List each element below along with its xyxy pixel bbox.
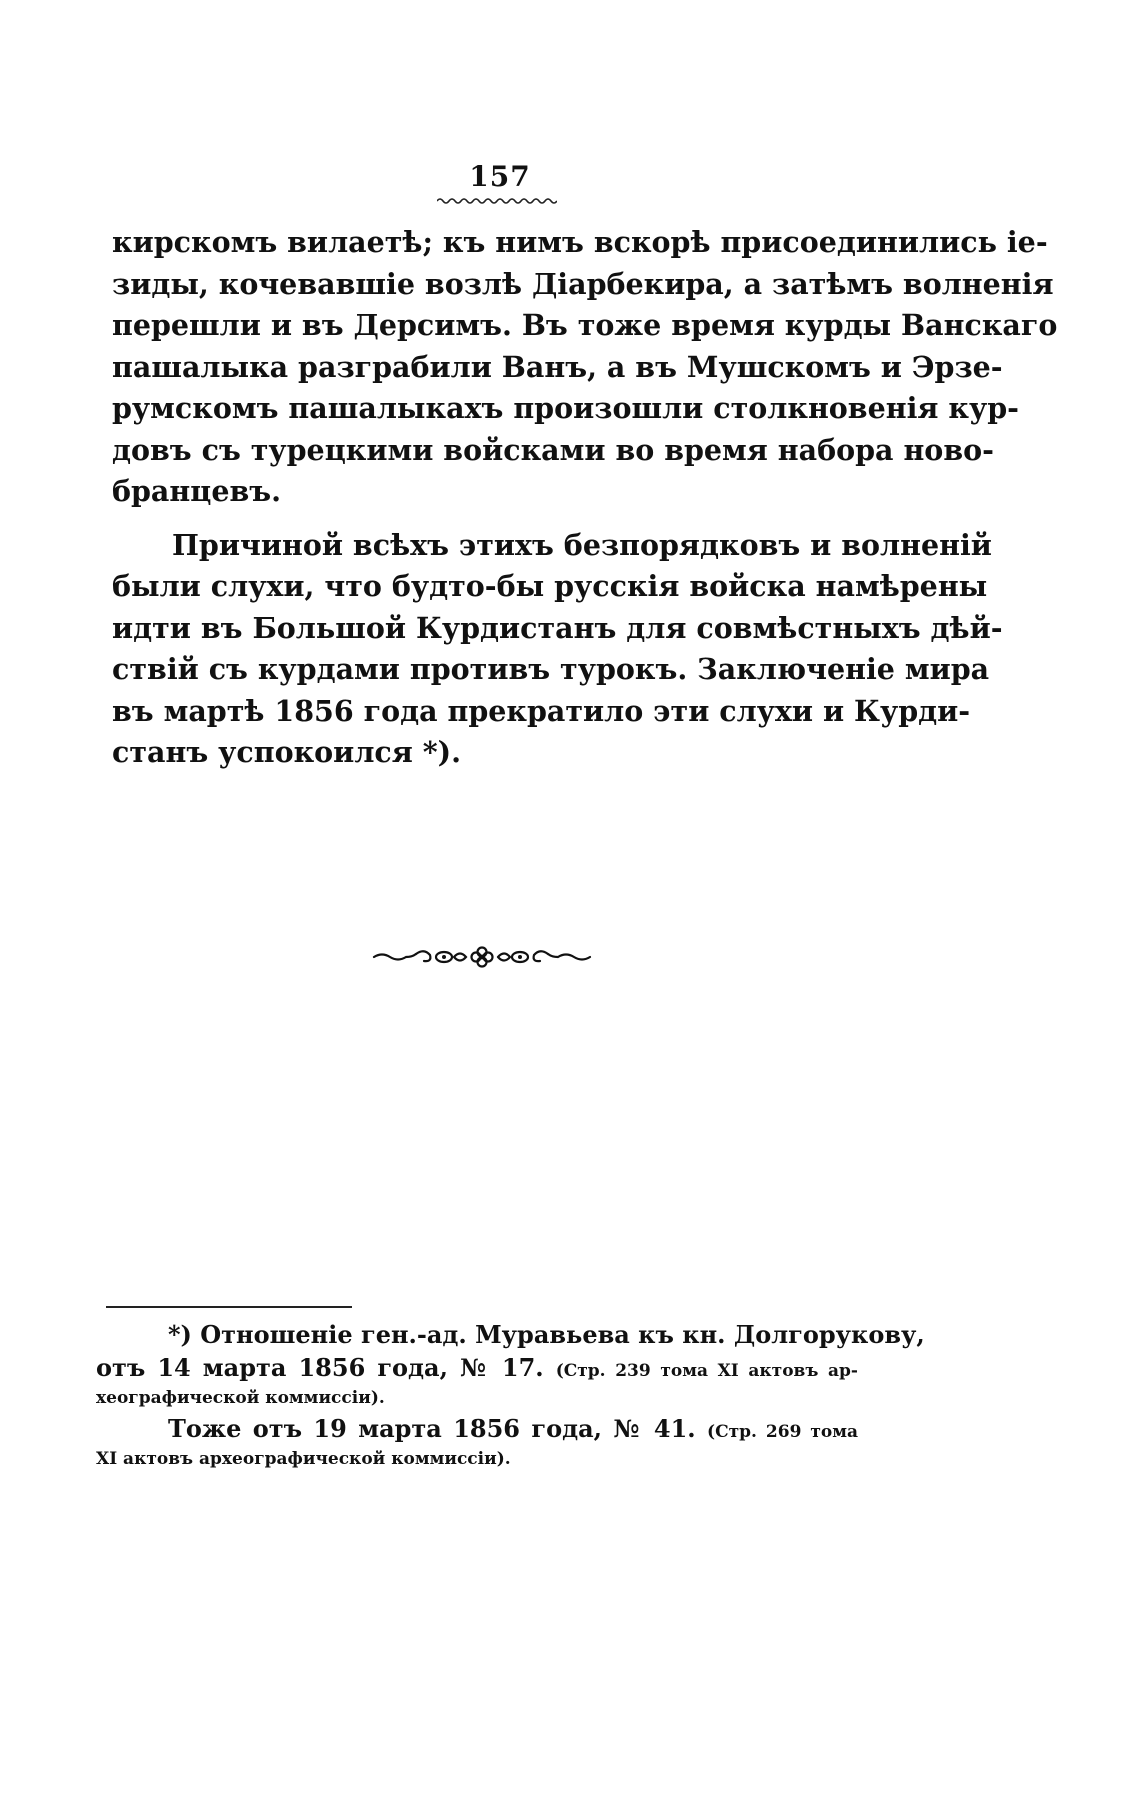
paragraph-1 [112,222,1058,513]
text-line: довъ съ турецкими войсками во время набора ново- [112,432,994,467]
text-line: станъ успокоился *). [112,735,462,769]
body-text [112,222,1058,774]
paragraph-gap [112,513,872,525]
footnote-separator [106,1306,352,1308]
text-line: ствiй съ курдами противъ турокъ. Заключенiе мира [112,652,990,686]
page-number-wavy-rule [437,197,557,205]
footnote-line [96,1412,858,1445]
text-line: были слухи, что будто-бы русскiя войска намѣрены [112,569,988,603]
footnote-text: отъ 14 марта 1856 года, № 17. [96,1353,544,1382]
text-line: идти въ Большой Курдистанъ для совмѣстныхъ дѣй- [112,610,1003,645]
text-line: бранцевъ. [112,474,282,508]
footnote-citation: (Стр. 269 тома [707,1422,858,1442]
footnote-1 [96,1318,925,1412]
footnote-line: XI актовъ археографической коммиссiи). [96,1449,511,1469]
text-line: кирскомъ вилаетѣ; къ нимъ вскорѣ присоединились iе- [112,225,1048,259]
footnote-line: хеографической коммиссiи). [96,1388,385,1408]
text-line: перешли и въ Дерсимъ. Въ тоже время курды Ванскаго [112,308,1058,342]
footnote-citation: (Стр. 239 тома XI актовъ ар- [555,1361,858,1381]
footnote-line: *) Отношенiе ген.-ад. Муравьева къ кн. Долгорукову, [168,1320,925,1349]
text-line: пашалыка разграбили Ванъ, а въ Мушскомъ и Эрзе- [112,349,1003,384]
page-number: 157 [469,160,531,193]
decorative-ornament [372,942,592,972]
text-line: зиды, кочевавшiе возлѣ Дiарбекира, а затѣмъ волненiя [112,266,1054,301]
footnote-2 [96,1412,858,1473]
footnotes [96,1318,925,1473]
text-line: въ мартѣ 1856 года прекратило эти слухи и Курди- [112,693,971,728]
footnote-line [96,1351,858,1384]
paragraph-2 [112,525,1003,774]
text-line: румскомъ пашалыкахъ произошли столкновенiя кур- [112,391,1019,425]
footnote-text: Тоже отъ 19 марта 1856 года, № 41. [168,1414,696,1443]
text-line: Причиной всѣхъ этихъ безпорядковъ и волненiй [172,527,992,562]
